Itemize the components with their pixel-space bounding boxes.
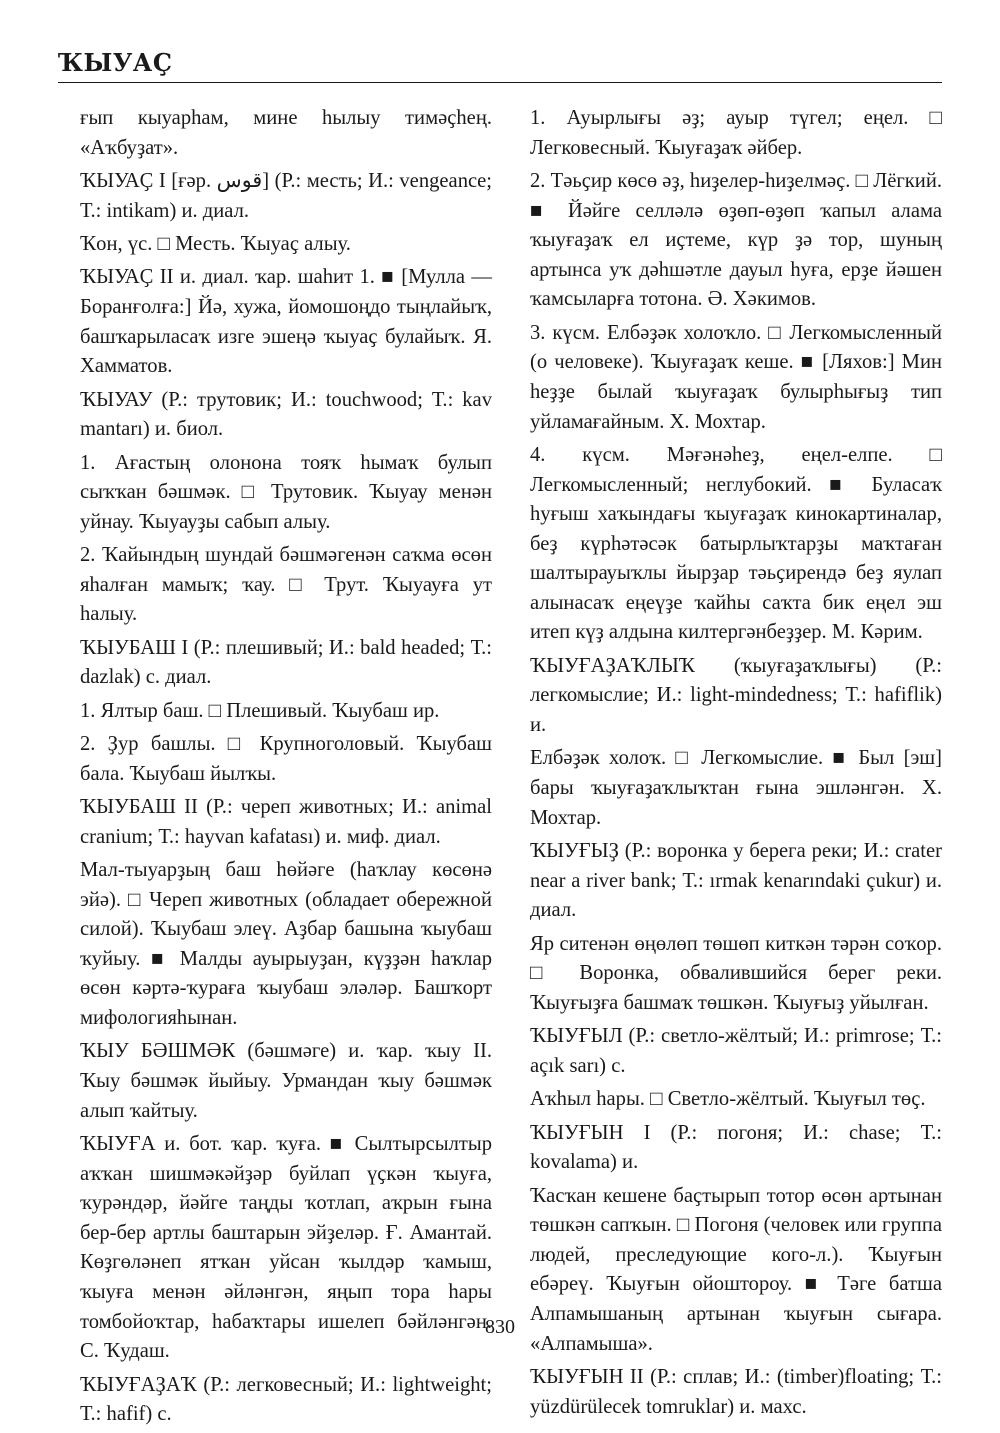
page-number: 830 [485, 1316, 515, 1338]
entry-paragraph: ҠЫУҒАҘАҠЛЫҠ (ҡыуғаҙаҡлығы) (Р.: легкомыслие; И.: light-mindedness; Т.: hafiflik) и. [530, 654, 942, 737]
entry-paragraph: 2. Ҙур башлы. □ Крупноголовый. Ҡыубаш бала. Ҡыубаш йылҡы. [80, 733, 492, 785]
entry-paragraph: ҠЫУҒЫН I (Р.: погоня; И.: chase; Т.: kovalama) и. [530, 1121, 942, 1174]
entry-paragraph: Ҡон, үс. □ Месть. Ҡыуаҫ алыу. [80, 232, 351, 255]
entry-paragraph: ҠЫУҒА и. бот. ҡар. ҡуға. ■ Сылтырсылтыр аҡҡан шишмәкәйҙәр буйлап үҫкән ҡыуға, ҡурәндәр, йәйге таңды ҡотлап, аҡрын ғына бер-бер артлы баштарын эйҙеләр. Ғ. Амантай. Көҙгөләнеп ятҡан уйсан ҡылдәр ҡамыш, ҡыуға менән әйләнгән, яңып тора һары томбойоҡтар, һабаҡтары ишелеп бәйләнгән. С. Ҡудаш. [80, 1132, 492, 1363]
entry-paragraph: Елбәҙәк холоҡ. □ Легкомыслие. ■ Был [эш] бары ҡыуғаҙаҡлыҡтан ғына эшләнгән. Х. Мохтар. [530, 747, 942, 829]
running-head: ҠЫУАҪ [58, 48, 173, 77]
entry-paragraph: 4. күсм. Мәғәнәһеҙ, еңел-елпе. □ Легкомысленный; неглубокий. ■ Буласаҡ һуғыш хаҡындағы ҡыуғаҙаҡ кинокартиналар, беҙ күрһәтәсәк батырлыҡтарҙы маҡтаған шалтырауыҡлы йырҙар тәьҫирендә беҙ яулап алынасаҡ еңеүҙе ҡайһы саҡта бик еңел эш итеп күҙ алдына килтергәнбеҙҙер. М. Кәрим. [530, 443, 942, 644]
left-column [80, 104, 492, 1433]
entry-paragraph: Мал-тыуарҙың баш һөйәге (һаҡлау көсөнә эйә). □ Череп животных (обладает обережной силой). Ҡыубаш элеү. Аҙбар башына ҡыубаш ҡуйыу. ■ Малды ауырыуҙан, күҙҙән һаҡлар өсөн кәртә-ҡураға ҡыубаш эләләр. Башҡорт мифологияһынан. [80, 859, 492, 1029]
entry-paragraph: 3. күсм. Елбәҙәк холоҡло. □ Легкомысленный (о человеке). Ҡыуғаҙаҡ кеше. ■ [Ляхов:] Мин һеҙҙе былай ҡыуғаҙаҡ булырһығыҙ тип уйламағайным. Х. Мохтар. [530, 321, 942, 433]
entry-paragraph: 1. Ауырлығы әҙ; ауыр түгел; еңел. □ Легковесный. Ҡыуғаҙаҡ әйбер. [530, 107, 942, 159]
entry-paragraph: ҠЫУҒЫЛ (Р.: светло-жёлтый; И.: primrose; Т.: açık sarı) с. [530, 1025, 942, 1077]
header-rule [58, 82, 942, 83]
entry-paragraph: Ҡасҡан кешене баҫтырып тотор өсөн артынан төшкән сапҡын. □ Погоня (человек или группа людей, преследующие кого-л.). Ҡыуғын ебәреү. Ҡыуғын ойоштороу. ■ Тәге батша Алпамышаның артынан ҡыуғын сығара. «Алпамыша». [530, 1184, 942, 1355]
entry-paragraph: ҠЫУБАШ I (Р.: плешивый; И.: bald headed; Т.: dazlak) с. диал. [80, 636, 492, 689]
entry-paragraph: ҠЫУАУ (Р.: трутовик; И.: touchwood; Т.: kav mantarı) и. биол. [80, 388, 492, 441]
right-column [530, 104, 942, 1426]
entry-paragraph: ҠЫУАҪ I [ғәр. قوس] (Р.: месть; И.: vengeance; Т.: intikam) и. диал. [80, 169, 493, 222]
entry-paragraph: ғып кыуарһам, мине һылыу тимәҫһең. «Аҡбуҙат». [80, 107, 492, 159]
entry-paragraph: 2. Ҡайындың шундай бәшмәгенән саҡма өсөн яһалған мамыҡ; ҡау. □ Трут. Ҡыуауға ут һалыу. [80, 544, 492, 626]
entry-paragraph: ҠЫУБАШ II (Р.: череп животных; И.: animal cranium; Т.: hayvan kafatası) и. миф. диал. [80, 796, 492, 848]
entry-paragraph: Яр ситенән өңөлөп төшөп киткән тәрән соҡор. □ Воронка, обвалившийся берег реки. Ҡыуғыҙға башмаҡ төшкән. Ҡыуғыҙ уйылған. [530, 932, 942, 1014]
entry-paragraph: 2. Тәьҫир көсө әҙ, һиҙелер-һиҙелмәҫ. □ Лёгкий. ■ Йәйге селләлә өҙөп-өҙөп ҡапыл алама ҡыуғаҙаҡ ел иҫтеме, күр ҙә тор, шуның артынса уҡ дәһшәтле дауыл һуға, ерҙе йәшен ҡамсыларға тотона. Ә. Хәкимов. [530, 169, 942, 311]
entry-paragraph: ҠЫУҒЫН II (Р.: сплав; И.: (timber)floating; Т.: yüzdürülecek tomruklar) и. махс. [530, 1365, 942, 1418]
entry-paragraph: 1. Ағастың олонона тояҡ һымаҡ булып сыҡҡан бәшмәк. □ Трутовик. Ҡыуау менән уйнау. Ҡыуауҙы сабып алыу. [80, 451, 492, 533]
entry-paragraph: ҠЫУҒЫҘ (Р.: воронка у берега реки; И.: crater near a river bank; Т.: ırmak kenarındaki çukur) и. диал. [530, 840, 942, 922]
entry-paragraph: ҠЫУҒАҘАҠ (Р.: легковесный; И.: lightweight; Т.: hafif) с. [80, 1373, 492, 1426]
entry-paragraph: 1. Ялтыр баш. □ Плешивый. Ҡыубаш ир. [80, 699, 440, 722]
entry-paragraph: ҠЫУ БӘШМӘК (бәшмәге) и. ҡар. ҡыу II. Ҡыу бәшмәк йыйыу. Урмандан ҡыу бәшмәк алып ҡайтыу. [80, 1040, 492, 1122]
entry-paragraph: Аҡһыл һары. □ Светло-жёлтый. Ҡыуғыл төҫ. [530, 1088, 926, 1111]
entry-paragraph: ҠЫУАҪ II и. диал. ҡар. шаһит 1. ■ [Мулла — Боранғолға:] Йә, хужа, йомошоңдо тыңлайыҡ, башҡарыласаҡ изге эшеңә ҡыуаҫ булайыҡ. Я. Хамматов. [80, 266, 492, 378]
